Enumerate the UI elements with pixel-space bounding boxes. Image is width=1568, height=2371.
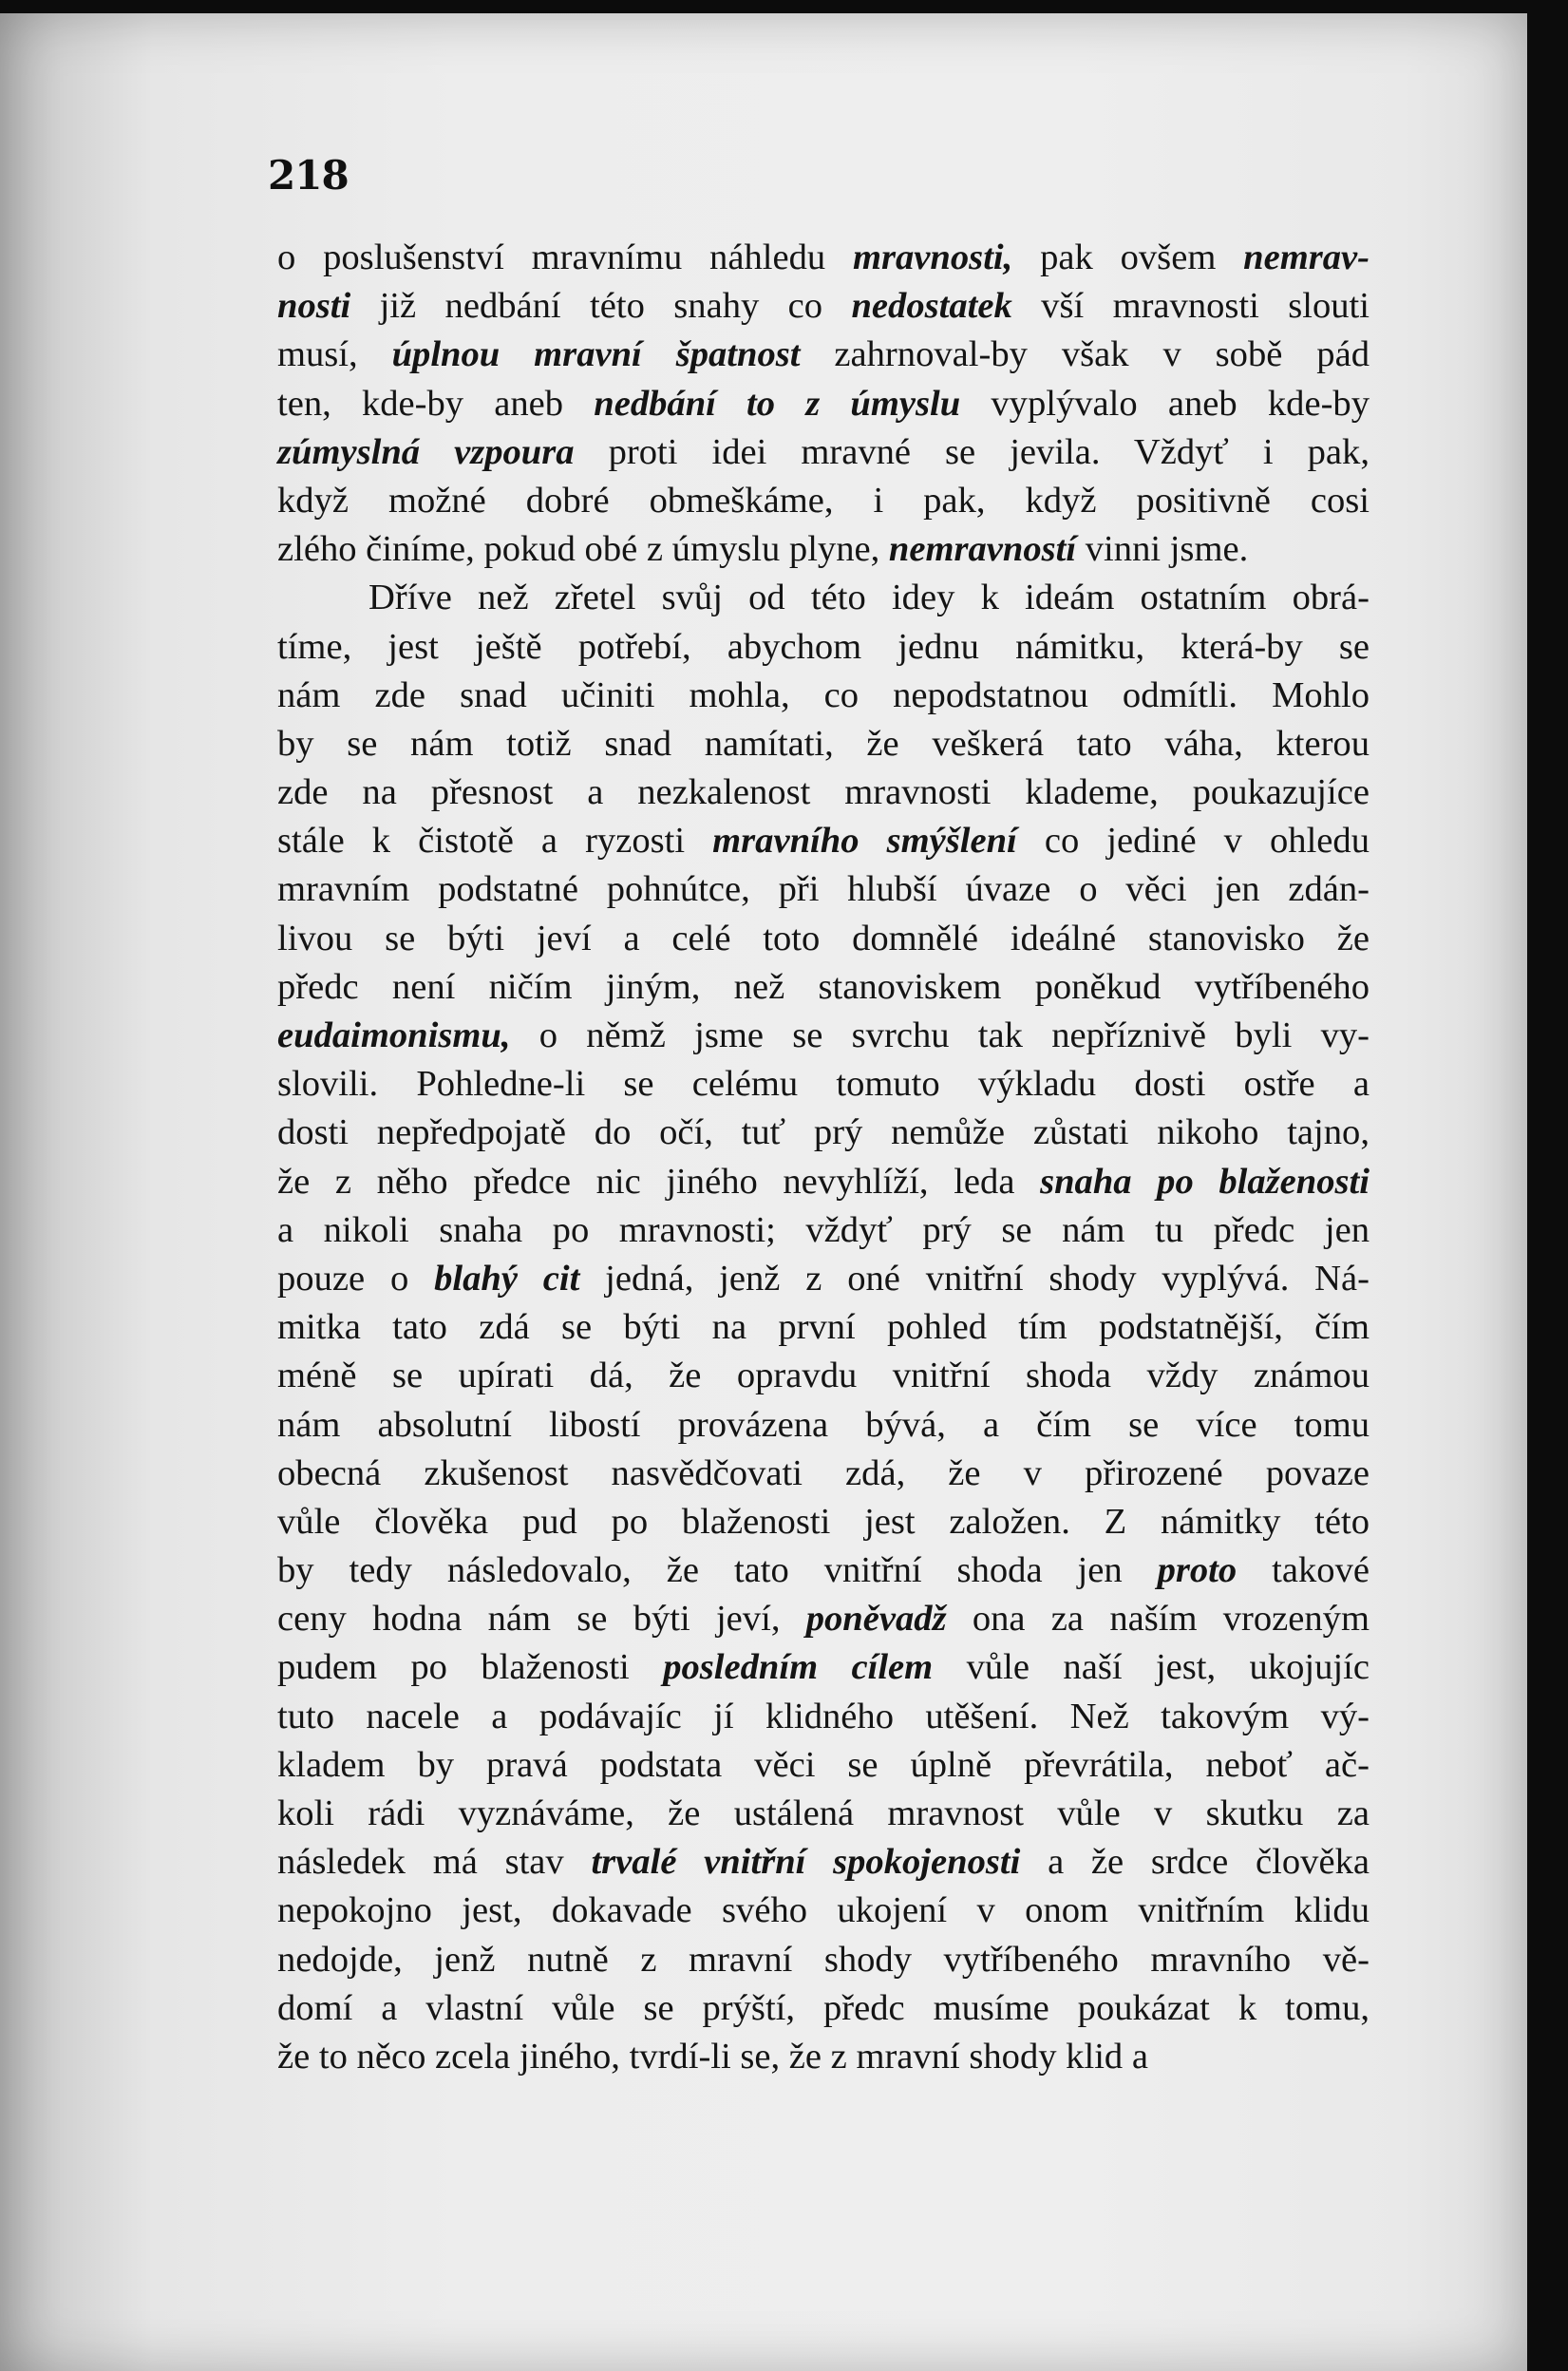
text-run: ceny hodna nám se býti jeví, bbox=[277, 1599, 806, 1640]
text-line-content bbox=[277, 1599, 1370, 1639]
text-run: vůle naší jest, ukojujíc bbox=[933, 1647, 1370, 1688]
text-run: zahrnoval-by však v sobě pád bbox=[800, 334, 1370, 375]
text-line-content bbox=[277, 967, 1370, 1007]
text-line bbox=[277, 672, 1370, 720]
emphasis-text: posledním cílem bbox=[663, 1647, 934, 1688]
emphasis-text: mravnosti, bbox=[853, 237, 1013, 277]
emphasis-text: mravního smýšlení bbox=[712, 821, 1017, 862]
text-run: stále k čistotě a ryzosti bbox=[277, 821, 713, 862]
text-line bbox=[277, 1790, 1370, 1838]
text-line-content bbox=[277, 1064, 1370, 1104]
text-run: o němž jsme se svrchu tak nepříznivě byli vy- bbox=[510, 1015, 1370, 1055]
text-run: jedná, jenž z oné vnitřní shody vyplývá. Ná- bbox=[579, 1258, 1370, 1299]
text-line-content bbox=[277, 432, 1370, 472]
text-run: vůle člověka pud po blaženosti jest založen. Z námitky této bbox=[277, 1501, 1370, 1542]
text-line-content bbox=[277, 772, 1370, 812]
emphasis-text: úplnou mravní špatnost bbox=[391, 334, 801, 375]
text-line bbox=[277, 1012, 1370, 1060]
text-line-content bbox=[277, 529, 1248, 569]
text-run: koli rádi vyznáváme, že ustálená mravnost vůle v skutku za bbox=[277, 1793, 1370, 1833]
text-line-content bbox=[277, 724, 1370, 764]
text-line bbox=[277, 1109, 1370, 1157]
text-run: ona za naším vrozeným bbox=[946, 1599, 1370, 1640]
text-run: by tedy následovalo, že tato vnitřní shoda jen bbox=[277, 1550, 1158, 1591]
text-line bbox=[277, 380, 1370, 428]
text-run: pudem po blaženosti bbox=[277, 1647, 664, 1688]
text-line-content bbox=[277, 919, 1370, 958]
text-line bbox=[277, 1887, 1370, 1935]
text-line bbox=[277, 623, 1370, 672]
text-run: vinni jsme. bbox=[1076, 529, 1249, 570]
text-line bbox=[277, 963, 1370, 1012]
text-line bbox=[277, 2033, 1370, 2081]
text-line-content bbox=[277, 1405, 1370, 1445]
text-line-content bbox=[277, 1550, 1370, 1590]
text-line bbox=[277, 1158, 1370, 1206]
text-run: nepokojno jest, dokavade svého ukojení v onom vnitřním klidu bbox=[277, 1890, 1370, 1931]
text-run: by se nám totiž snad namítati, že veškerá tato váha, kterou bbox=[277, 723, 1370, 764]
text-line bbox=[277, 1595, 1370, 1643]
emphasis-text: trvalé vnitřní spokojenosti bbox=[591, 1842, 1021, 1883]
text-line bbox=[277, 1060, 1370, 1109]
text-run: domí a vlastní vůle se prýští, předc musíme poukázat k tomu, bbox=[277, 1987, 1370, 2028]
text-line bbox=[277, 1546, 1370, 1595]
text-run: dosti nepředpojatě do očí, tuť prý nemůže zůstati nikoho tajno, bbox=[277, 1112, 1370, 1153]
text-line-content bbox=[277, 334, 1370, 374]
text-line-content bbox=[277, 481, 1370, 521]
text-line-content bbox=[277, 1259, 1370, 1299]
emphasis-text: nedostatek bbox=[851, 286, 1012, 327]
text-line bbox=[277, 1838, 1370, 1887]
text-line bbox=[277, 1643, 1370, 1692]
emphasis-text: nosti bbox=[277, 286, 351, 327]
text-line bbox=[277, 915, 1370, 963]
body-text bbox=[277, 234, 1370, 2081]
text-run: již nedbání této snahy co bbox=[350, 286, 852, 327]
text-run: následek má stav bbox=[277, 1842, 592, 1883]
text-run: mitka tato zdá se býti na první pohled tím podstatnější, čím bbox=[277, 1307, 1370, 1348]
text-line bbox=[277, 1498, 1370, 1546]
text-run: o poslušenství mravnímu náhledu bbox=[277, 237, 853, 277]
text-run: slovili. Pohledne-li se celému tomuto výkladu dosti ostře a bbox=[277, 1064, 1370, 1105]
text-line bbox=[277, 768, 1370, 817]
text-line bbox=[277, 1352, 1370, 1400]
text-line-content bbox=[368, 578, 1370, 617]
text-line-content bbox=[277, 2037, 1148, 2077]
text-run: méně se upírati dá, že opravdu vnitřní shoda vždy známou bbox=[277, 1356, 1370, 1396]
text-line-content bbox=[277, 1745, 1370, 1785]
text-line bbox=[277, 720, 1370, 768]
text-run: Dříve než zřetel svůj od této idey k ideám ostatním obrá- bbox=[368, 578, 1370, 618]
emphasis-text: nemrav- bbox=[1243, 237, 1370, 277]
text-run: když možné dobré obmeškáme, i pak, když positivně cosi bbox=[277, 480, 1370, 521]
emphasis-text: proto bbox=[1157, 1550, 1237, 1591]
emphasis-text: eudaimonismu, bbox=[277, 1015, 511, 1055]
text-line-content bbox=[277, 1112, 1370, 1152]
text-run: kladem by pravá podstata věci se úplně převrátila, neboť ač- bbox=[277, 1744, 1370, 1785]
emphasis-text: zúmyslná vzpoura bbox=[277, 431, 575, 472]
text-run: co jediné v ohledu bbox=[1016, 821, 1370, 862]
text-line-content bbox=[277, 627, 1370, 667]
text-run: že z něho předce nic jiného nevyhlíží, leda bbox=[277, 1161, 1041, 1202]
text-line bbox=[277, 817, 1370, 865]
text-line-content bbox=[277, 675, 1370, 715]
text-line bbox=[277, 865, 1370, 914]
text-line-content bbox=[277, 869, 1370, 909]
text-line-content bbox=[277, 1890, 1370, 1930]
text-run: nám zde snad učiniti mohla, co nepodstatnou odmítli. Mohlo bbox=[277, 674, 1370, 715]
text-line bbox=[277, 1255, 1370, 1303]
text-run: musí, bbox=[277, 334, 392, 375]
text-line-content bbox=[277, 1842, 1370, 1882]
emphasis-text: nedbání to z úmyslu bbox=[594, 383, 961, 424]
text-line-content bbox=[277, 1015, 1370, 1055]
text-line bbox=[277, 1303, 1370, 1352]
text-line bbox=[277, 331, 1370, 379]
text-line bbox=[277, 477, 1370, 525]
text-run: a nikoli snaha po mravnosti; vždyť prý se nám tu předc jen bbox=[277, 1209, 1370, 1250]
text-line-content bbox=[277, 1356, 1370, 1395]
text-run: tuto nacele a podávajíc jí klidného utěšení. Než takovým vý- bbox=[277, 1696, 1370, 1736]
text-line bbox=[277, 1693, 1370, 1741]
text-line bbox=[277, 428, 1370, 477]
text-run: livou se býti jeví a celé toto domnělé ideálné stanovisko že bbox=[277, 918, 1370, 958]
text-run: pouze o bbox=[277, 1258, 435, 1299]
text-line-content bbox=[277, 1307, 1370, 1347]
text-run: zlého činíme, pokud obé z úmyslu plyne, bbox=[277, 529, 889, 570]
text-line bbox=[277, 282, 1370, 331]
text-line-content bbox=[277, 821, 1370, 861]
text-run: vyplývalo aneb kde-by bbox=[960, 383, 1370, 424]
text-line-content bbox=[277, 1940, 1370, 1980]
text-run: vší mravnosti slouti bbox=[1011, 286, 1370, 327]
text-line-content bbox=[277, 1697, 1370, 1736]
text-run: proti idei mravné se jevila. Vždyť i pak, bbox=[574, 431, 1370, 472]
emphasis-text: blahý cit bbox=[434, 1258, 580, 1299]
text-line-content bbox=[277, 1210, 1370, 1250]
text-line bbox=[277, 525, 1370, 574]
text-run: zde na přesnost a nezkalenost mravnosti klademe, poukazujíce bbox=[277, 772, 1370, 813]
text-run: nám absolutní libostí provázena bývá, a čím se více tomu bbox=[277, 1404, 1370, 1445]
text-run: že to něco zcela jiného, tvrdí-li se, že z mravní shody klid a bbox=[277, 2036, 1148, 2077]
emphasis-text: poněvadž bbox=[805, 1599, 947, 1640]
text-line bbox=[277, 1401, 1370, 1450]
text-run: tíme, jest ještě potřebí, abychom jednu námitku, která-by se bbox=[277, 626, 1370, 667]
text-line-content bbox=[277, 1988, 1370, 2028]
text-line-content bbox=[277, 1647, 1370, 1687]
text-line-content bbox=[277, 1793, 1370, 1833]
text-run: mravním podstatné pohnútce, při hlubší úvaze o věci jen zdán- bbox=[277, 869, 1370, 910]
text-line bbox=[277, 1984, 1370, 2033]
emphasis-text: nemravností bbox=[888, 529, 1077, 570]
text-line bbox=[277, 1450, 1370, 1498]
text-run: předc není ničím jiným, než stanoviskem poněkud vytříbeného bbox=[277, 966, 1370, 1007]
text-run: takové bbox=[1237, 1550, 1370, 1591]
text-run: ten, kde-by aneb bbox=[277, 383, 595, 424]
text-line-content bbox=[277, 1502, 1370, 1542]
text-line-content bbox=[277, 384, 1370, 424]
text-run: obecná zkušenost nasvědčovati zdá, že v přirozené povaze bbox=[277, 1452, 1370, 1493]
text-run: nedojde, jenž nutně z mravní shody vytříbeného mravního vě- bbox=[277, 1939, 1370, 1980]
text-run: pak ovšem bbox=[1012, 237, 1244, 277]
page-number: 218 bbox=[268, 152, 349, 199]
text-line bbox=[277, 1741, 1370, 1790]
text-run: a že srdce člověka bbox=[1020, 1842, 1370, 1883]
text-line bbox=[277, 1936, 1370, 1984]
text-line bbox=[277, 1206, 1370, 1255]
text-line bbox=[277, 574, 1370, 622]
text-line-content bbox=[277, 286, 1370, 326]
emphasis-text: snaha po blaženosti bbox=[1040, 1161, 1370, 1202]
book-page bbox=[0, 13, 1527, 2371]
text-line-content bbox=[277, 1453, 1370, 1493]
text-line-content bbox=[277, 1162, 1370, 1202]
text-line-content bbox=[277, 237, 1370, 277]
text-line bbox=[277, 234, 1370, 282]
